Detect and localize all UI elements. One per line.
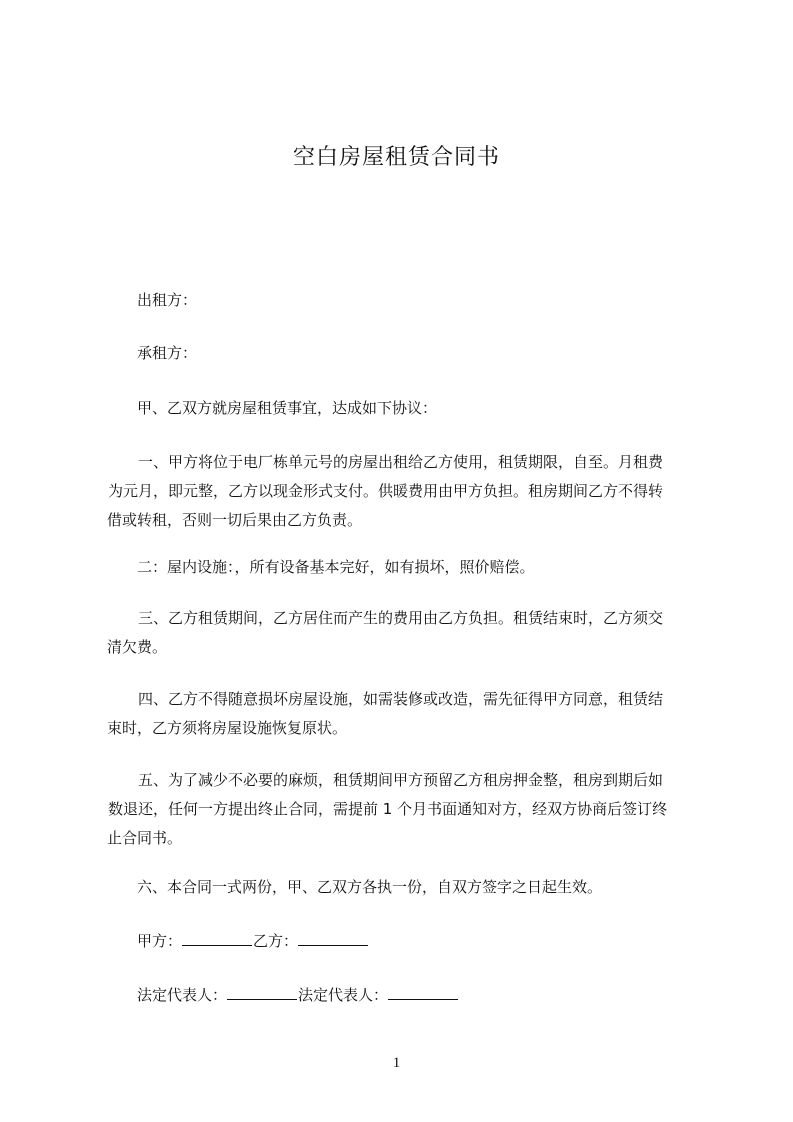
lessor-label: 出租方：: [137, 291, 198, 309]
clause-4-line: 四、乙方不得随意损坏房屋设施，如需装修或改造，需先征得甲方同意，租赁结: [138, 690, 664, 708]
clause-1-line: 为元月，即元整，乙方以现金形式支付。供暖费用由甲方负担。租房期间乙方不得转: [108, 482, 664, 500]
clause-5-line: 五、为了减少不必要的麻烦，租赁期间甲方预留乙方租房押金整，租房到期后如: [138, 771, 664, 789]
clause-4-line: 束时，乙方须将房屋设施恢复原状。: [107, 719, 348, 737]
party-a-label: 甲方：: [137, 932, 183, 950]
legal-rep-a-label: 法定代表人：: [137, 986, 228, 1004]
legal-rep-b-signature-blank[interactable]: [388, 985, 458, 1000]
party-signature-row: [137, 931, 369, 952]
intro-text: 甲、乙双方就房屋租赁事宜，达成如下协议：: [137, 399, 438, 417]
legal-rep-b-label: 法定代表人：: [298, 986, 389, 1004]
clause-3-line: 清欠费。: [107, 638, 168, 656]
clause-1: [107, 448, 705, 535]
clause-2: 二：屋内设施：，所有设备基本完好，如有损坏，照价赔偿。: [137, 558, 535, 576]
legal-rep-a-signature-blank[interactable]: [227, 985, 297, 1000]
clause-5: [107, 766, 705, 853]
clause-5-line: 数退还，任何一方提出终止合同，需提前 1 个月书面通知对方，经双方协商后签订终: [108, 800, 668, 818]
legal-rep-signature-row: [137, 985, 459, 1006]
document-title: 空白房屋租赁合同书: [292, 145, 500, 170]
clause-4: [107, 685, 705, 743]
clause-6: 六、本合同一式两份，甲、乙双方各执一份，自双方签字之日起生效。: [137, 878, 603, 896]
page-number: 1: [392, 1055, 401, 1071]
party-b-signature-blank[interactable]: [298, 931, 368, 946]
party-b-label: 乙方：: [253, 932, 299, 950]
clause-1-line: 借或转租，否则一切后果由乙方负责。: [107, 511, 363, 529]
clause-1-line: 一、甲方将位于电厂栋单元号的房屋出租给乙方使用，租赁期限，自至。月租费: [138, 453, 664, 471]
clause-3-line: 三、乙方租赁期间，乙方居住而产生的费用由乙方负担。租赁结束时，乙方须交: [138, 609, 664, 627]
clause-3: [107, 604, 705, 662]
clause-5-line: 止合同书。: [107, 829, 183, 847]
lessee-label: 承租方：: [137, 344, 198, 362]
party-a-signature-blank[interactable]: [182, 931, 252, 946]
